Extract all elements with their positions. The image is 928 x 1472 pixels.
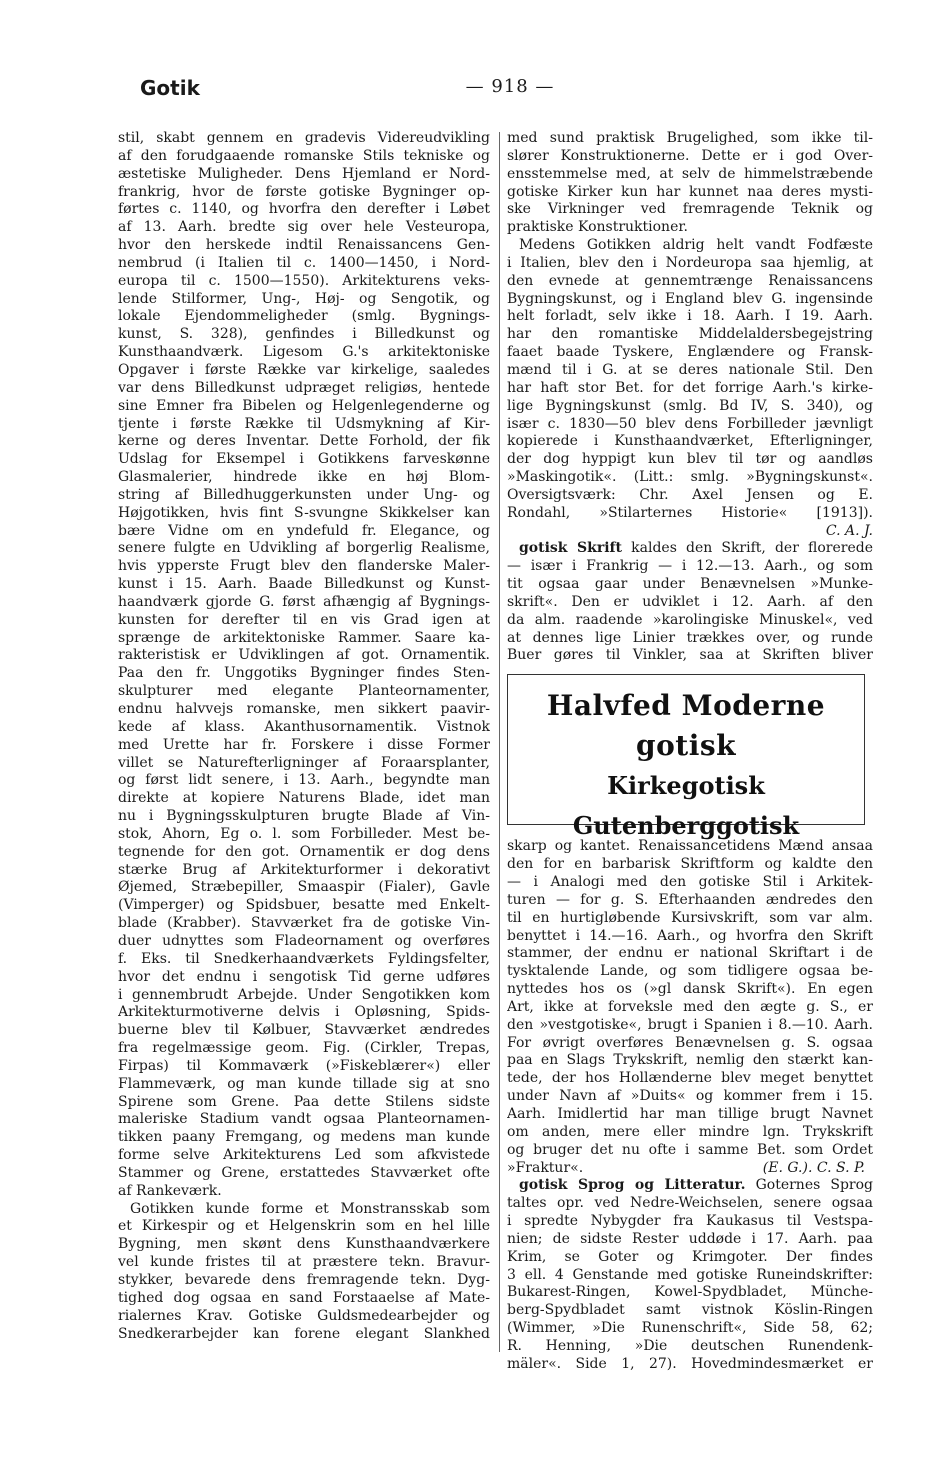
text-line: skrift«. Den er udviklet i 12. Aarh. af den xyxy=(507,593,873,610)
text-line: der dog hyppigt kun blev til tør og aandløs xyxy=(507,451,873,468)
text-line: nyttedes hos os (»gl dansk Skrift«). En egen xyxy=(507,981,873,998)
text-line: Buer gøres til Vinkler, saa at Skriften bliver xyxy=(507,647,873,664)
text-line: stok, Ahorn, Eg o. l. som Forbilleder. Mest be- xyxy=(118,825,490,842)
signature: C. A. J. xyxy=(825,522,873,539)
text-line: kunsten for derefter til en vis Grad igen at xyxy=(118,611,490,628)
text-line: buerne blev til Kølbuer, Stavværket ændredes xyxy=(118,1022,490,1039)
text-line: da alm. raadende »karolingiske Minuskel«, ved xyxy=(507,611,873,628)
text-line: af den forudgaaende romanske Stils tekniske og xyxy=(118,147,490,164)
text-line: kede af klass. Akanthusornamentik. Vistnok xyxy=(118,718,490,735)
text-line: frankrig, hvor de første gotiske Bygninger op- xyxy=(118,183,490,200)
text-line: berg-Spydbladet samt vistnok Köslin-Ringen xyxy=(507,1302,873,1319)
text-line: forme selve Arkitekturens Led som afkvistede xyxy=(118,1147,490,1164)
text-line: Højgotikken, hvis fint S-svungne Skikkelser kan xyxy=(118,504,490,521)
text-line: Spirene som Grene. Paa dette Stilens sidste xyxy=(118,1093,490,1110)
text-line: stil, skabt gennem en gradevis Videreudvikling xyxy=(118,130,490,146)
text-line: tede, der hos Hollænderne blev meget benyttet xyxy=(507,1070,873,1087)
text-line: paa en Slags Trykskrift, nemlig den stærkt kan- xyxy=(507,1052,873,1069)
text-line: om anden, mere eller mindre lgn. Trykskrift xyxy=(507,1123,873,1140)
text-line: Krim, se Goter og Krimgoter. Der findes xyxy=(507,1248,873,1265)
typeface-sample: Halvfed Moderne gotisk xyxy=(546,689,826,763)
text-line: Øjemed, Stræbepiller, Smaaspir (Fialer), Gavle xyxy=(118,879,490,896)
text-line: blade (Krabber). Stavværket fra de gotiske Vin- xyxy=(118,915,490,932)
text-line: For øvrigt overføres Benævnelsen g. S. ogsaa xyxy=(507,1034,873,1051)
typeface-sample: Gutenberggotisk xyxy=(572,811,800,841)
running-head xyxy=(140,76,880,102)
text-line: især c. 1830—50 blev dens Forbilleder jævnligt xyxy=(507,415,873,432)
text-line: var dens Billedkunst udpræget religiøs, hentede xyxy=(118,379,490,396)
text-line: Aarh. Imidlertid har man tillige brugt Navnet xyxy=(507,1105,873,1122)
text-line: lende Stilformer, Ung-, Høj- og Sengotik, og xyxy=(118,290,490,307)
text-line: R. Henning, »Die deutschen Runendenk- xyxy=(507,1337,873,1354)
left-column xyxy=(118,130,490,1343)
text-line: Arkitekturmotiverne delvis i Opløsning, Spids- xyxy=(118,1004,490,1021)
entry-headword: gotisk Skrift xyxy=(519,540,623,557)
text-line: »Maskingotik«. (Litt.: smlg. »Bygningskunst«. xyxy=(507,469,873,486)
text-line: Bygning, men skønt dens Kunsthaandværkere xyxy=(118,1236,490,1253)
text-line: benyttet i 14.—16. Aarh., og hvorfra den Skrift xyxy=(507,927,873,944)
right-column xyxy=(507,130,873,1374)
text-line: — især i Frankrig — i 12.—13. Aarh., og som xyxy=(507,558,873,575)
text-line: europa til c. 1500—1550). Arkitekturens veks- xyxy=(118,272,490,289)
text-line: at dennes lige Linier trækkes over, og runde xyxy=(507,629,873,646)
text-line: den evnede at gennemtrænge Renaissancens xyxy=(507,272,873,289)
text-line: senere fulgte en Udvikling af borgerlig Realisme, xyxy=(118,540,490,557)
text-line: 3 ell. 4 Genstande med gotiske Runeindskrifter: xyxy=(507,1266,873,1283)
text-line: stykker, bevarede dens fremragende tekn. Dyg- xyxy=(118,1272,490,1288)
text-line: rialernes Krav. Gotiske Guldsmedearbejder og xyxy=(118,1307,490,1324)
text-line: bære Vidne om en yndefuld fr. Elegance, og xyxy=(118,522,490,539)
typeface-sample-box xyxy=(507,674,865,841)
text-line: maleriske Stadium vandt ogsaa Planteornamen- xyxy=(118,1111,490,1128)
text-line: Gotikken kunde forme et Monstransskab som xyxy=(130,1200,490,1217)
text-line: Medens Gotikken aldrig helt vandt Fodfæste xyxy=(519,237,873,254)
text-line: turen — for g. S. Efterhaanden ændredes den xyxy=(507,891,873,908)
text-line: taltes opr. ved Nedre-Weichselen, senere ogsaa xyxy=(507,1195,873,1212)
text-line: i gennembrudt Arbejde. Under Sengotikken kom xyxy=(118,986,490,1003)
text-line: (Vimperger) og Spidsbuer, besatte med Enkelt- xyxy=(118,897,490,914)
text-line: skarp og kantet. Renaissancetidens Mænd ansaa xyxy=(507,838,873,855)
entry-gotisk-sprog xyxy=(507,1177,873,1195)
text-line: duer udnyttes som Fladeornament og overføres xyxy=(118,932,490,949)
text-line: æstetiske Muligheder. Dens Hjemland er Nord- xyxy=(118,165,490,182)
text-line: direkte at kopiere Naturens Blade, idet man xyxy=(118,790,490,807)
text-line: skulpturer med elegante Planteornamenter, xyxy=(118,683,490,700)
text-line: Art, ikke at forveksle med den ægte g. S., er xyxy=(507,998,873,1015)
text-line: med Urette har fr. Forskere i disse Former xyxy=(118,736,490,753)
text-line: Stammer og Grene, erstattedes Stavværket ofte xyxy=(118,1164,490,1181)
text-line: til en hurtigløbende Kursivskrift, som var alm. xyxy=(507,909,873,926)
text-line: endnu halvvejs romanske, men sikkert paavir- xyxy=(118,701,490,717)
text-line: nembrud (i Italien til c. 1400—1450, i Nord- xyxy=(118,254,490,271)
text-line: stammer, der endnu er national Skriftart i de xyxy=(507,945,873,962)
text-line: i Italien, blev den i Nordeuropa saa hjemlig, at xyxy=(507,254,873,271)
text-line: hvis ypperste Frugt blev den flanderske Maler- xyxy=(118,558,490,575)
text-line: gotiske Kirker kun har kunnet naa deres mysti- xyxy=(507,183,873,200)
text-line: sine Emner fra Bibelen og Helgenlegenderne og xyxy=(118,397,490,414)
text-line: under Navn af »Duits« og kommer frem i 15. xyxy=(507,1088,873,1105)
text-line: mænd til i G. at se deres nationale Stil. Den xyxy=(507,361,873,378)
text-line: Glasmalerier, hindrede ikke en høj Blom- xyxy=(118,469,490,486)
entry-headword: gotisk Sprog og Litteratur. xyxy=(519,1177,746,1194)
text-line: tighed dog ogsaa en sand Forstaaelse af Mate- xyxy=(118,1289,490,1306)
text-line: Paa den fr. Unggotiks Bygninger findes Sten- xyxy=(118,665,490,682)
text-line: tikken paany Fremgang, og medens man kunde xyxy=(118,1129,490,1146)
text-line: helt forladt, selv ikke i 18. Aarh. I 19. Aarh. xyxy=(507,308,873,325)
text-line: et Kirkespir og et Helgenskrin som en hel lille xyxy=(118,1218,490,1235)
text-line: kerne og deres Inventar. Dette Forhold, der fik xyxy=(118,433,490,450)
text-line: villet se Naturefterligninger af Foraarsplanter, xyxy=(118,754,490,771)
page-number: — 918 — xyxy=(465,76,555,97)
text-line: Opgaver i første Række var kirkelige, saaledes xyxy=(118,361,490,378)
text-line: nien; de sidste Rester uddøde i 17. Aarh. paa xyxy=(507,1230,873,1247)
text-line: kopierede i Kunsthaandværket, Efterligninger, xyxy=(507,433,873,450)
text-line: og bruger det nu ofte i samme Bet. som Ordet xyxy=(507,1141,873,1158)
text-line: Snedkerarbejder kan forene elegant Slankhed xyxy=(118,1325,490,1342)
text-line: tjente i første Række til Udsmykning af Kir- xyxy=(118,415,490,432)
text-line: af 13. Aarh. bredte sig over hele Vesteuropa, xyxy=(118,219,490,236)
text-line: Goternes Sprog xyxy=(755,1177,873,1194)
text-line: nu i Bygningsskulpturen brugte Blade af Vin- xyxy=(118,808,490,825)
text-line: rakteristisk er Udviklingen af got. Ornamentik. xyxy=(118,647,490,664)
text-line: ensstemmelse med, at selv de himmelstræbende xyxy=(507,165,873,182)
text-line: mäler«. Side 1, 27). Hovedmindesmærket er xyxy=(507,1355,873,1372)
text-line: stærke Brug af Arkitekturformer i dekorativt xyxy=(118,861,490,878)
text-line: tit ogsaa gaar under Benævnelsen »Munke- xyxy=(507,576,873,593)
entry-closing-line xyxy=(507,1160,873,1178)
text-line: — i Analogi med den gotiske Stil i Arkitek- xyxy=(507,874,873,890)
text-line: førtes c. 1140, og hvorfra den derefter i Løbet xyxy=(118,201,490,218)
signature: (E. G.). C. S. P. xyxy=(762,1159,865,1176)
text-line: kaldes den Skrift, der florerede xyxy=(631,540,873,557)
text-line: vel kunde fristes til at præstere tekn. Bravur- xyxy=(118,1254,490,1271)
text-line: og først lidt senere, i 13. Aarh., begyndte man xyxy=(118,772,490,789)
text-line: Oversigtsværk: Chr. Axel Jensen og E. xyxy=(507,486,873,503)
text-line: faaet baade Tyskere, Englændere og Fransk- xyxy=(507,344,873,361)
text-line: den »vestgotiske«, brugt i Spanien i 8.—10. Aarh. xyxy=(507,1016,873,1033)
text-line: (Wimmer, »Die Runenschrift«, Side 58, 62; xyxy=(507,1320,873,1337)
text-line: lokale Ejendommeligheder (smlg. Bygnings- xyxy=(118,308,490,325)
text-line: slører Konstruktionerne. Dette er i god Over- xyxy=(507,147,873,164)
text-line: Bukarest-Ringen, Kowel-Spydbladet, Münche- xyxy=(507,1284,873,1301)
text-line: fra regelmæssige geom. Fig. (Cirkler, Trepas, xyxy=(118,1040,490,1057)
text-line: »Fraktur«. xyxy=(507,1159,584,1176)
text-line: praktiske Konstruktioner. xyxy=(507,219,688,236)
text-line: har den romantiske Middelaldersbegejstring xyxy=(507,326,873,343)
head-word: Gotik xyxy=(140,76,200,100)
text-line: hvor det endnu i sengotisk Tid gerne udføres xyxy=(118,968,490,985)
entry-gotisk-skrift xyxy=(507,540,873,558)
text-line: f. Eks. til Snedkerhaandværkets Fyldingsfelter, xyxy=(118,950,490,967)
text-line: tegnende for den got. Ornamentik er dog dens xyxy=(118,843,490,860)
typeface-sample: Kirkegotisk xyxy=(607,771,765,801)
text-line: den for en barbarisk Skriftform og kaldte den xyxy=(507,856,873,873)
column-divider xyxy=(499,132,500,1352)
text-line: Rondahl, »Stilarternes Historie« [1913]). xyxy=(507,504,873,521)
text-line: har haft stor Bet. for det forrige Aarh.'s kirke- xyxy=(507,379,873,396)
text-line: kunst i 15. Aarh. Baade Billedkunst og Kunst- xyxy=(118,576,490,593)
text-line: med sund praktisk Brugelighed, som ikke til- xyxy=(507,130,873,146)
text-line: Bygningskunst, og i England blev G. ingensinde xyxy=(507,290,873,307)
text-line: af Rankeværk. xyxy=(118,1182,222,1199)
text-line: tysktalende Lande, og som tidligere ogsaa be- xyxy=(507,963,873,980)
text-line: string af Billedhuggerkunsten under Ung- og xyxy=(118,486,490,503)
text-line: Flammeværk, og man kunde tillade sig at sno xyxy=(118,1075,490,1092)
text-line: Firpas) til Kommaværk (»Fiskeblærer«) eller xyxy=(118,1057,490,1074)
text-line: kunst, S. 328), genfindes i Billedkunst og xyxy=(118,326,490,343)
text-line: hvor den herskede indtil Renaissancens Gen- xyxy=(118,237,490,254)
text-line: Udslag for Eksempel i Gotikkens farveskønne xyxy=(118,451,490,468)
text-line: lige Bygningskunst (smlg. Bd IV, S. 340), og xyxy=(507,397,873,414)
text-line: i spredte Nybygder fra Kaukasus til Vestspa- xyxy=(507,1213,873,1230)
text-line: ske Virkninger ved fremragende Teknik og xyxy=(507,201,873,218)
text-line: haandværk gjorde G. først afhængig af Bygnings- xyxy=(118,593,490,610)
text-line: Kunsthaandværk. Ligesom G.'s arkitektoniske xyxy=(118,344,490,361)
text-line: sprænge de arkitektoniske Rammer. Saare ka- xyxy=(118,629,490,646)
